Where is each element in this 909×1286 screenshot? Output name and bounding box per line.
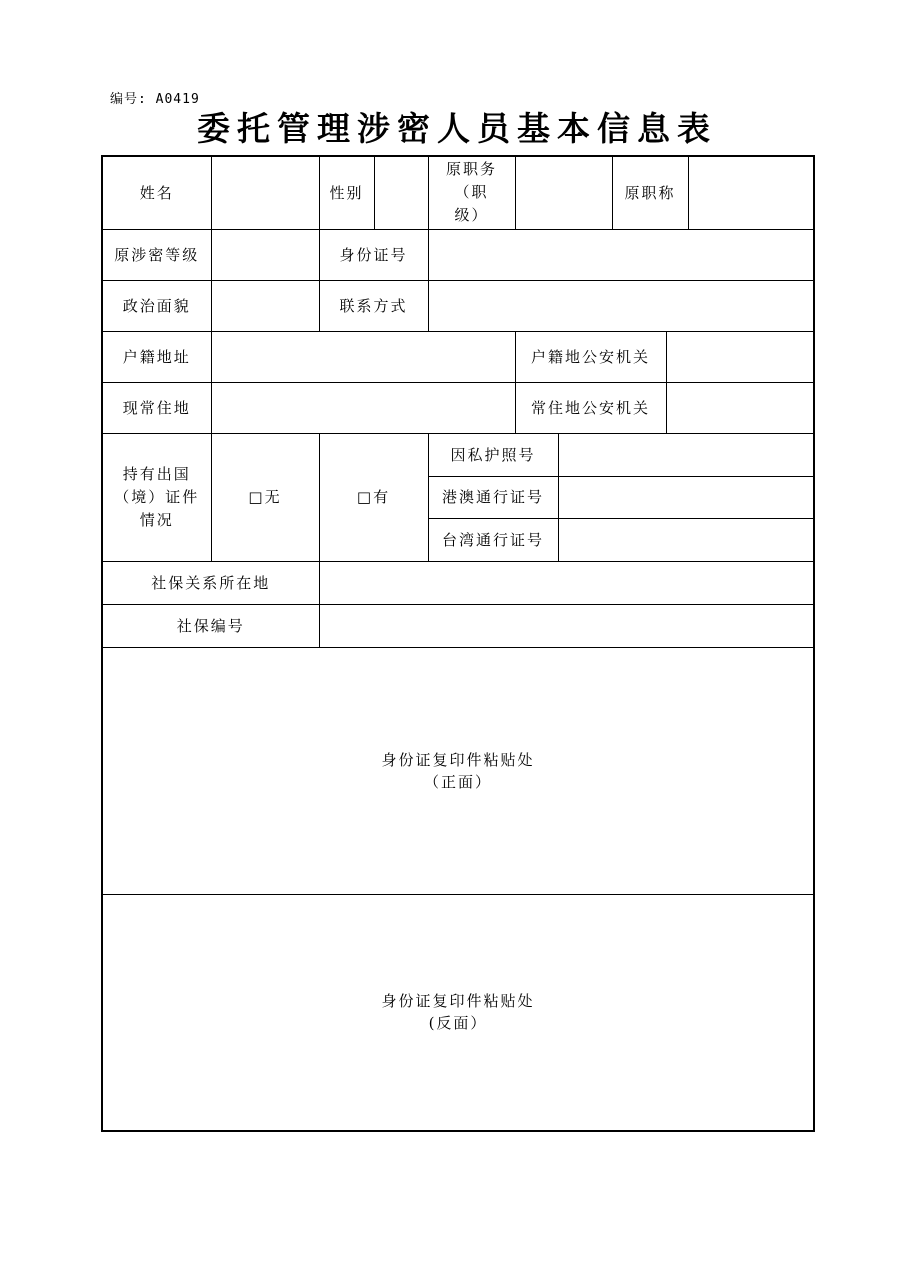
position-label-line1: 原职务 bbox=[445, 160, 497, 179]
table-row bbox=[102, 229, 814, 280]
name-field[interactable] bbox=[211, 156, 319, 229]
original-position-label bbox=[428, 156, 515, 229]
table-row bbox=[102, 331, 814, 382]
contact-label: 联系方式 bbox=[319, 280, 428, 331]
social-security-number-field[interactable] bbox=[319, 604, 814, 647]
gender-field[interactable] bbox=[374, 156, 428, 229]
residence-police-label: 常住地公安机关 bbox=[515, 382, 666, 433]
political-status-field[interactable] bbox=[211, 280, 319, 331]
id-number-field[interactable] bbox=[428, 229, 814, 280]
table-row bbox=[102, 604, 814, 647]
hk-macau-permit-label: 港澳通行证号 bbox=[428, 476, 558, 518]
social-security-location-label: 社保关系所在地 bbox=[102, 561, 319, 604]
position-label-line3: 级） bbox=[454, 206, 489, 225]
id-front-line2: （正面） bbox=[424, 772, 493, 791]
table-row bbox=[102, 382, 814, 433]
table-row bbox=[102, 894, 814, 1131]
id-front-line1: 身份证复印件粘贴处 bbox=[381, 750, 535, 769]
gender-label: 性别 bbox=[319, 156, 374, 229]
table-row bbox=[102, 156, 814, 229]
table-row bbox=[102, 433, 814, 476]
residence-label: 现常住地 bbox=[102, 382, 211, 433]
household-police-field[interactable] bbox=[666, 331, 814, 382]
id-back-line1: 身份证复印件粘贴处 bbox=[381, 992, 535, 1011]
document-number: 编号: A0419 bbox=[110, 92, 200, 107]
household-address-label: 户籍地址 bbox=[102, 331, 211, 382]
personnel-info-table bbox=[101, 155, 815, 1132]
position-label-line2: （职 bbox=[454, 183, 489, 202]
residence-police-field[interactable] bbox=[666, 382, 814, 433]
name-label: 姓名 bbox=[102, 156, 211, 229]
private-passport-field[interactable] bbox=[558, 433, 814, 476]
social-security-number-label: 社保编号 bbox=[102, 604, 319, 647]
secret-level-label: 原涉密等级 bbox=[102, 229, 211, 280]
id-back-line2: (反面） bbox=[428, 1014, 488, 1033]
original-title-label: 原职称 bbox=[612, 156, 688, 229]
id-number-label: 身份证号 bbox=[319, 229, 428, 280]
table-row bbox=[102, 280, 814, 331]
exit-docs-label-line2: （境）证件 bbox=[114, 487, 200, 506]
checkbox-have[interactable]: □有 bbox=[319, 433, 428, 561]
hk-macau-permit-field[interactable] bbox=[558, 476, 814, 518]
secret-level-field[interactable] bbox=[211, 229, 319, 280]
private-passport-label: 因私护照号 bbox=[428, 433, 558, 476]
checkbox-none[interactable]: □无 bbox=[211, 433, 319, 561]
exit-docs-label bbox=[102, 433, 211, 561]
exit-docs-label-line1: 持有出国 bbox=[122, 464, 191, 483]
social-security-location-field[interactable] bbox=[319, 561, 814, 604]
household-police-label: 户籍地公安机关 bbox=[515, 331, 666, 382]
id-back-paste-area[interactable] bbox=[102, 894, 814, 1131]
political-status-label: 政治面貌 bbox=[102, 280, 211, 331]
household-address-field[interactable] bbox=[211, 331, 515, 382]
contact-field[interactable] bbox=[428, 280, 814, 331]
id-front-paste-area[interactable] bbox=[102, 647, 814, 894]
taiwan-permit-field[interactable] bbox=[558, 518, 814, 561]
residence-field[interactable] bbox=[211, 382, 515, 433]
original-position-field[interactable] bbox=[515, 156, 612, 229]
taiwan-permit-label: 台湾通行证号 bbox=[428, 518, 558, 561]
table-row bbox=[102, 561, 814, 604]
original-title-field[interactable] bbox=[688, 156, 814, 229]
form-title: 委托管理涉密人员基本信息表 bbox=[197, 109, 717, 148]
exit-docs-label-line3: 情况 bbox=[139, 510, 174, 529]
table-row bbox=[102, 647, 814, 894]
